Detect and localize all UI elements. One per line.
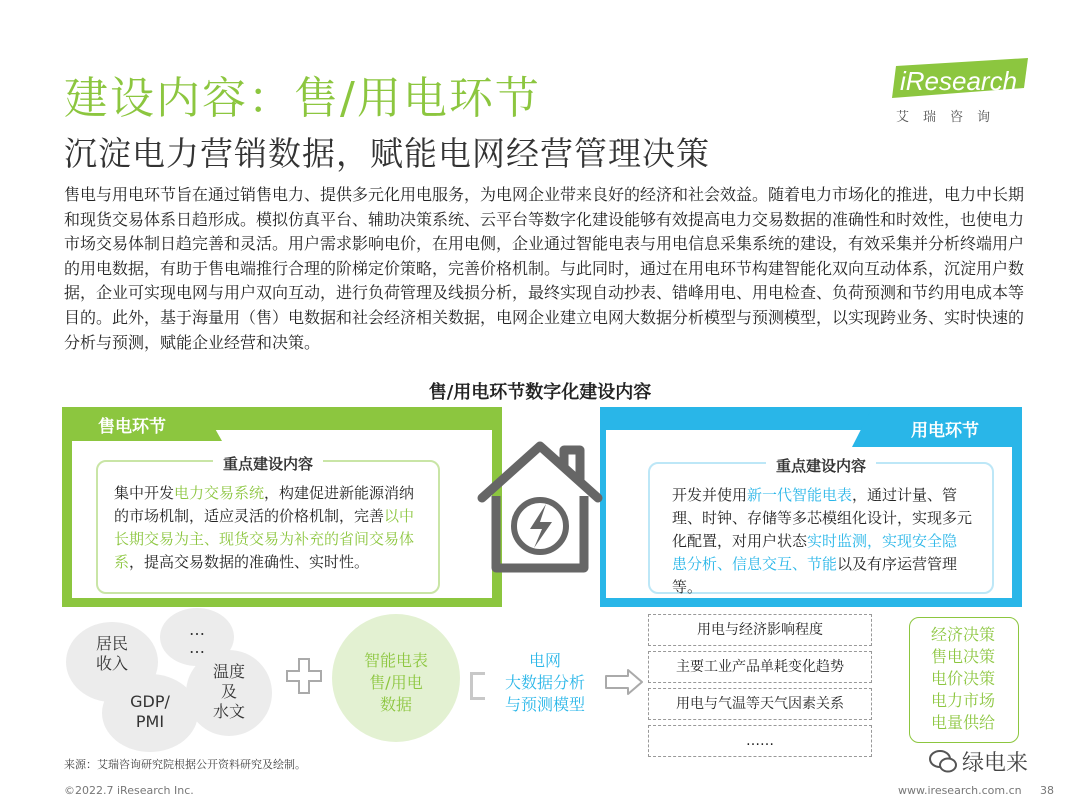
factor-item: 主要工业产品单耗变化趋势 bbox=[648, 651, 872, 683]
wechat-icon bbox=[928, 748, 958, 776]
bubble-resident-label: 居民 收入 bbox=[95, 634, 128, 673]
house-lightning-icon bbox=[470, 436, 610, 576]
page-subtitle: 沉淀电力营销数据，赋能电网经营管理决策 bbox=[64, 134, 710, 173]
page-title: 建设内容：售/用电环节 bbox=[64, 73, 541, 124]
copyright: ©2022.7 iResearch Inc. bbox=[64, 784, 194, 797]
diagram-title: 售/用电环节数字化建设内容 bbox=[428, 382, 652, 403]
right-highlight-2: 实时监测，实现安全隐患分析、信息交互、节能 bbox=[672, 532, 958, 573]
left-highlight-1: 电力交易系统 bbox=[174, 484, 265, 502]
body-paragraph: 售电与用电环节旨在通过销售电力、提供多元化用电服务，为电网企业带来良好的经济和社会效益。随着电力市场化的推进，电力中长期和现货交易体系日趋形成。模拟仿真平台、辅助决策系统、云平台等数字化建设能够有效提高电力交易数据的准确性和时效性，也使电力市场交易体制日趋完善和灵活。用户需求影响电价，在用电侧，企业通过智能电表与用电信息采集系统的建设，有效采集并分析终端用户的用电数据，有助于售电端推行合理的阶梯定价策略，完善价格机制。与此同时，通过在用电环节构建智能化双向互动体系，沉淀用户数据，企业可实现电网与用户双向互动，进行负荷管理及线损分析，最终实现自动抄表、错峰用电、用电检查、负荷预测和节约用电成本等目的。此外，基于海量用（售）电数据和社会经济相关数据，电网企业建立电网大数据分析模型与预测模型，以实现跨业务、实时快速的分析与预测，赋能企业经营和决策。 bbox=[64, 185, 1025, 352]
decision-list: 经济决策 售电决策 电价决策 电力市场 电量供给 bbox=[930, 625, 995, 732]
bubble-temp-label: 温度 及 水文 bbox=[212, 662, 245, 721]
svg-text:iResearch: iResearch bbox=[900, 66, 1018, 96]
bracket-icon bbox=[470, 672, 485, 700]
site-url: www.iresearch.com.cn bbox=[898, 784, 1022, 797]
smart-meter-label: 智能电表 售/用电 数据 bbox=[363, 651, 428, 714]
source-note: 来源：艾瑞咨询研究院根据公开资料研究及绘制。 bbox=[64, 758, 306, 771]
left-highlight-2: 以中长期交易为主、现货交易为补充的省间交易体系 bbox=[114, 507, 415, 571]
right-box-title: 重点建设内容 bbox=[648, 455, 994, 476]
watermark-text: 绿电来 bbox=[962, 751, 1029, 776]
factor-item: 用电与气温等天气因素关系 bbox=[648, 688, 872, 720]
bubble-gdp-label: GDP/ PMI bbox=[130, 692, 170, 731]
page-number: 38 bbox=[1040, 784, 1054, 797]
factor-item: …… bbox=[648, 725, 872, 757]
bubble-dots-1: … bbox=[189, 620, 205, 639]
bubble-dots-2: … bbox=[189, 638, 205, 657]
left-box-title: 重点建设内容 bbox=[96, 453, 440, 474]
arrow-right-icon bbox=[604, 668, 644, 696]
left-box-text: 集中开发电力交易系统，构建促进新能源消纳的市场机制，适应灵活的价格机制，完善以中长期交易为主、现货交易为补充的省间交易体系，提高交易数据的准确性、实时性。 bbox=[114, 484, 415, 571]
right-tab-label: 用电环节 bbox=[911, 421, 979, 441]
left-tab-label: 售电环节 bbox=[98, 417, 166, 437]
plus-icon bbox=[284, 656, 324, 696]
factor-item: 用电与经济影响程度 bbox=[648, 614, 872, 646]
model-label: 电网 大数据分析 与预测模型 bbox=[504, 651, 585, 714]
right-box-text: 开发并使用新一代智能电表，通过计量、管理、时钟、存储等多芯模组化设计，实现多元化配置，对用户状态实时监测，实现安全隐患分析、信息交互、节能以及有序运营管理等。 bbox=[672, 486, 973, 596]
logo-cn-text: 艾瑞咨询 bbox=[896, 110, 1005, 125]
right-highlight-1: 新一代智能电表 bbox=[747, 486, 853, 504]
